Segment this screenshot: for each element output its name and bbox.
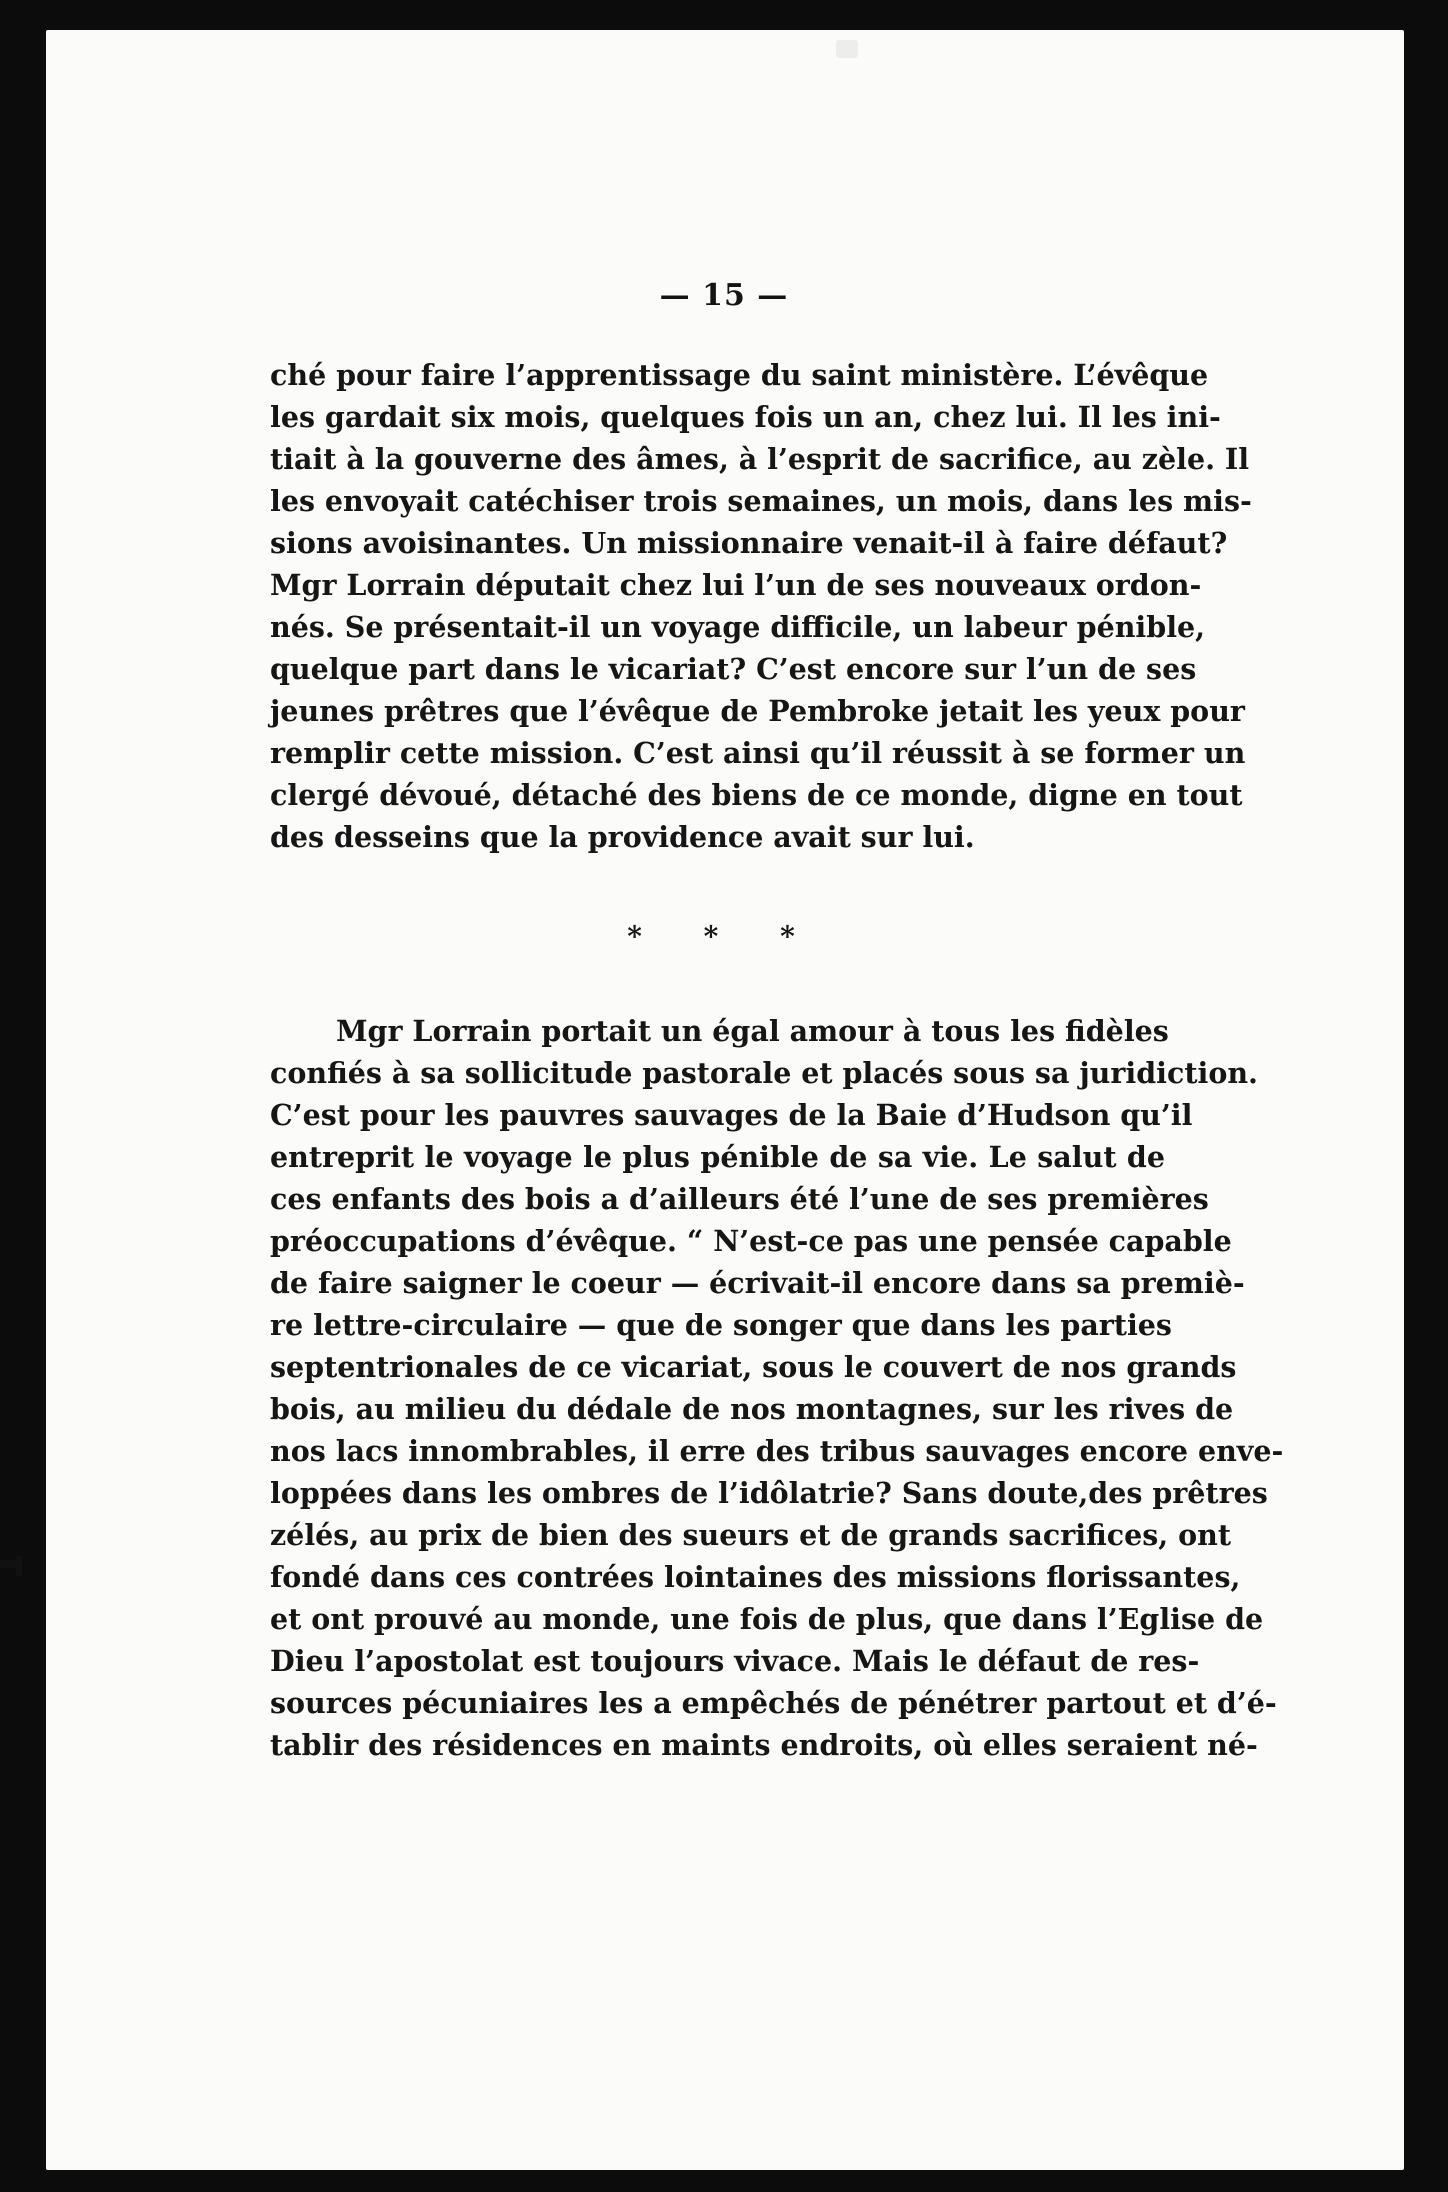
text-line: ces enfants des bois a d’ailleurs été l’une de ses premières xyxy=(270,1182,1209,1216)
text-line: remplir cette mission. C’est ainsi qu’il réussit à se former un xyxy=(270,736,1246,770)
text-line: Mgr Lorrain portait un égal amour à tous les fidèles xyxy=(336,1014,1169,1048)
text-line: nés. Se présentait-il un voyage difficile, un labeur pénible, xyxy=(270,610,1206,644)
text-line: Dieu l’apostolat est toujours vivace. Mais le défaut de res- xyxy=(270,1644,1200,1678)
text-line: zélés, au prix de bien des sueurs et de grands sacrifices, ont xyxy=(270,1518,1232,1552)
binding-mark-vertical xyxy=(16,1556,22,1576)
text-line: jeunes prêtres que l’évêque de Pembroke jetait les yeux pour xyxy=(270,694,1245,728)
text-line: entreprit le voyage le plus pénible de sa vie. Le salut de xyxy=(270,1140,1165,1174)
text-line: loppées dans les ombres de l’idôlatrie? Sans doute,des prêtres xyxy=(270,1476,1268,1510)
text-line: et ont prouvé au monde, une fois de plus, que dans l’Eglise de xyxy=(270,1602,1264,1636)
paragraph-mgr-lorrain xyxy=(270,1010,1284,1766)
text-line: de faire saigner le coeur — écrivait-il encore dans sa premiè- xyxy=(270,1266,1245,1300)
text-line: des desseins que la providence avait sur lui. xyxy=(270,820,975,854)
page-number: — 15 — xyxy=(659,278,789,313)
text-line: septentrionales de ce vicariat, sous le couvert de nos grands xyxy=(270,1350,1237,1384)
text-line: tablir des résidences en maints endroits, où elles seraient né- xyxy=(270,1728,1258,1762)
text-line: sources pécuniaires les a empêchés de pénétrer partout et d’é- xyxy=(270,1686,1277,1720)
text-line: Mgr Lorrain députait chez lui l’un de ses nouveaux ordon- xyxy=(270,568,1202,602)
text-line: préoccupations d’évêque. “ N’est-ce pas une pensée capable xyxy=(270,1224,1232,1258)
text-line: re lettre-circulaire — que de songer que dans les parties xyxy=(270,1308,1172,1342)
text-line: nos lacs innombrables, il erre des tribus sauvages encore enve- xyxy=(270,1434,1284,1468)
text-line: fondé dans ces contrées lointaines des missions florissantes, xyxy=(270,1560,1241,1594)
text-line: bois, au milieu du dédale de nos montagnes, sur les rives de xyxy=(270,1392,1234,1426)
text-line: tiait à la gouverne des âmes, à l’esprit de sacrifice, au zèle. Il xyxy=(270,442,1250,476)
text-line: sions avoisinantes. Un missionnaire venait-il à faire défaut? xyxy=(270,526,1228,560)
text-line: clergé dévoué, détaché des biens de ce monde, digne en tout xyxy=(270,778,1243,812)
section-separator: * * * xyxy=(627,920,821,953)
text-line: quelque part dans le vicariat? C’est encore sur l’un de ses xyxy=(270,652,1197,686)
text-line: les envoyait catéchiser trois semaines, un mois, dans les mis- xyxy=(270,484,1252,518)
paragraph-continued xyxy=(270,354,1252,858)
text-line: C’est pour les pauvres sauvages de la Baie d’Hudson qu’il xyxy=(270,1098,1193,1132)
page-edge-mark xyxy=(836,40,858,58)
text-line: ché pour faire l’apprentissage du saint ministère. L’évêque xyxy=(270,358,1209,392)
text-line: confiés à sa sollicitude pastorale et placés sous sa juridiction. xyxy=(270,1056,1258,1090)
text-line: les gardait six mois, quelques fois un an, chez lui. Il les ini- xyxy=(270,400,1221,434)
